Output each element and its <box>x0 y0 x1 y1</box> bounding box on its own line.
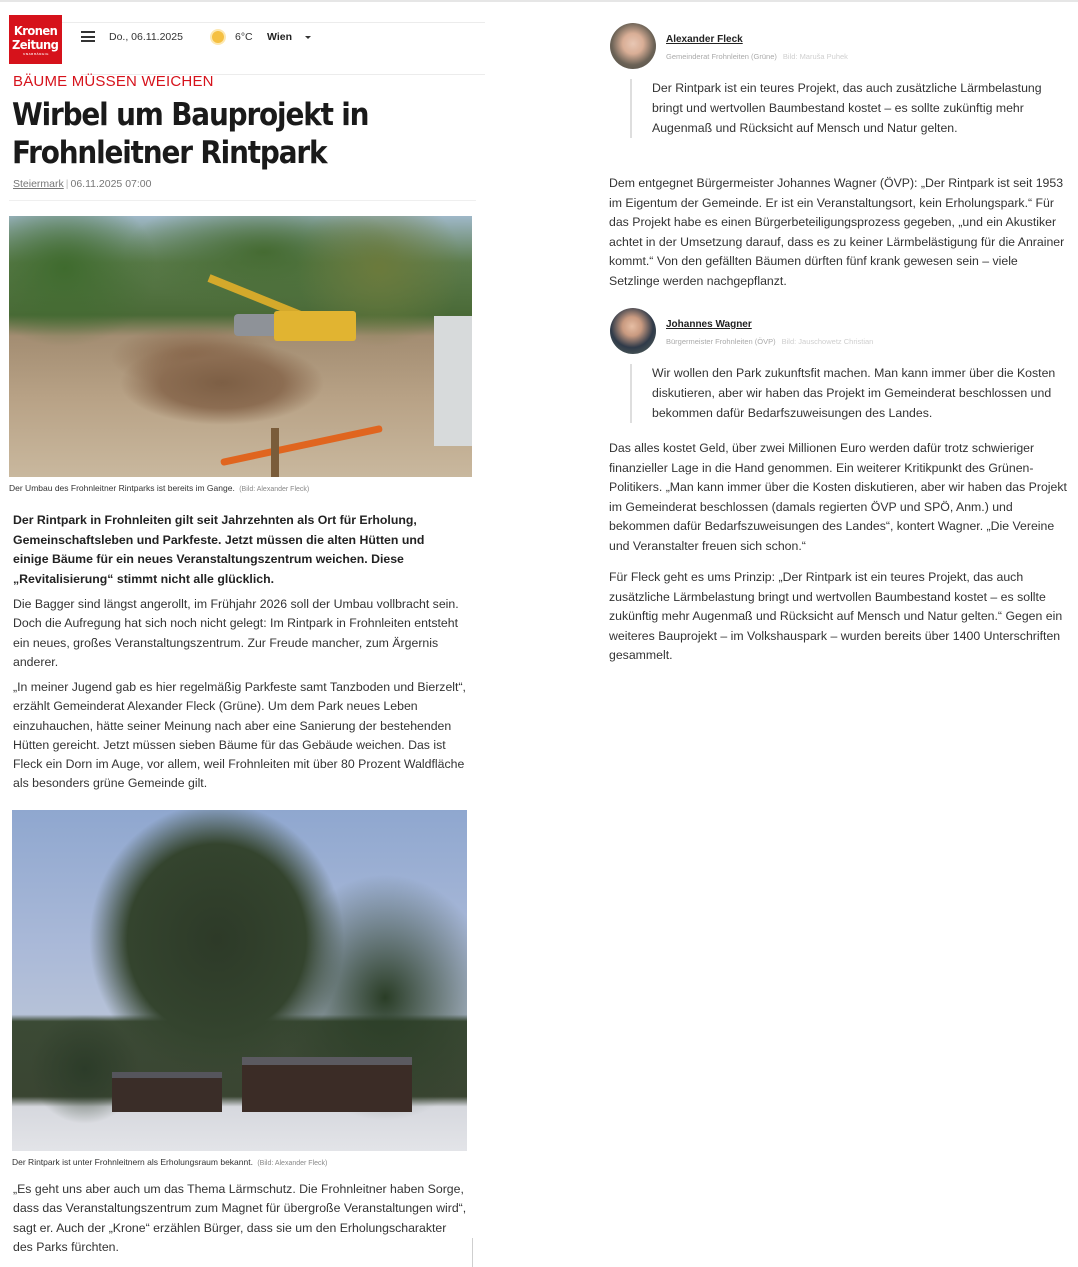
quote-wagner: Wir wollen den Park zukunftsfit machen. Man kann immer über die Kosten diskutieren, aber wir haben das Projekt im Gemeinderat beschlossen und bekommen dafür Bedarfszuweisungen des Landes. <box>630 364 1070 423</box>
post-shape <box>271 428 279 477</box>
region-link[interactable]: Steiermark <box>13 178 64 190</box>
author-role <box>666 337 873 346</box>
excavator-shape <box>274 311 356 341</box>
image-caption <box>9 483 309 493</box>
caption-credit: (Bild: Alexander Fleck) <box>239 486 310 493</box>
caption-text: Der Rintpark ist unter Frohnleitnern als Erholungsraum bekannt. <box>12 1157 253 1167</box>
caption-credit: (Bild: Alexander Fleck) <box>257 1160 328 1167</box>
hut-shape <box>242 1057 412 1112</box>
article-right-column <box>600 0 1078 1267</box>
author-name-link[interactable]: Alexander Fleck <box>666 34 743 45</box>
chevron-down-icon[interactable] <box>305 36 311 39</box>
column-divider <box>472 1238 473 1267</box>
publish-date: 06.11.2025 07:00 <box>70 178 152 190</box>
logo-line-1: Kronen <box>13 22 58 38</box>
construction-site-photo[interactable] <box>9 216 472 477</box>
header-date: Do., 06.11.2025 <box>109 31 183 43</box>
park-huts-photo[interactable] <box>12 810 467 1151</box>
article-left-column <box>0 0 480 1267</box>
article-meta <box>13 178 151 190</box>
meta-divider <box>9 200 476 201</box>
author-name-link[interactable]: Johannes Wagner <box>666 319 752 330</box>
caption-text: Der Umbau des Frohnleitner Rintparks ist bereits im Gange. <box>9 483 235 493</box>
image-caption <box>12 1157 327 1167</box>
hamburger-menu-icon[interactable] <box>81 31 95 42</box>
article-paragraph: Das alles kostet Geld, über zwei Millionen Euro werden dafür trotz schwieriger finanzieller Lage in die Hand genommen. Ein weiterer Kritikpunkt des Grünen-Politikers. „Man kann immer über die Kosten diskutieren, aber wir haben das Projekt im Gemeinderat beschlossen (damals regierten ÖVP und SPÖ, Anm.) und bekommen dafür Bedarfszuweisungen des Landes“, kontert Wagner. „Die Vereine und Veranstalter freuen sich schon.“ <box>609 441 1067 553</box>
article-paragraph: Für Fleck geht es ums Prinzip: „Der Rintpark ist ein teures Projekt, das auch zusätzliche Lärmbelastung bringt und wertvollen Baumbestand kostet – es sollte zukünftig mehr Augenmaß und Rücksicht auf Mensch und Natur gelten.“ Gegen ein weiteres Bauprojekt – im Volkshauspark – wurden bereits über 1400 Unterschriften gesammelt. <box>609 570 1063 662</box>
article-paragraph: Dem entgegnet Bürgermeister Johannes Wagner (ÖVP): „Der Rintpark ist seit 1953 im Eigentum der Gemeinde. Er ist ein Veranstaltungsort, kein Erholungspark.“ Für das Projekt habe es einen Bürgerbeteiligungsprozess gegeben, „und ein Akustiker achtet in der Umsetzung darauf, dass es zu keiner Lärmbelästigung für die Anrainer kommt.“ Von den gefällten Bäumen dürften fünf krank gewesen sein – viele Setzlinge werden nachgepflanzt. <box>609 176 1065 288</box>
article-lead: Der Rintpark in Frohnleiten gilt seit Jahrzehnten als Ort für Erholung, Gemeinschaftsleben und Parkfeste. Jetzt müssen die alten Hütten und einige Bäume für ein neues Veranstaltungszentrum weichen. Diese „Revitalisierung“ stimmt nicht alle glücklich. <box>13 513 425 586</box>
avatar-credit: Bild: Jauschowetz Christian <box>781 337 874 346</box>
meta-separator: | <box>65 178 69 190</box>
author-role <box>666 52 848 61</box>
kronen-zeitung-logo[interactable] <box>9 15 62 64</box>
city-selector[interactable]: Wien <box>267 31 292 43</box>
avatar <box>610 23 656 69</box>
article-paragraph: „In meiner Jugend gab es hier regelmäßig Parkfeste samt Tanzboden und Bierzelt“, erzählt Gemeinderat Alexander Fleck (Grüne). Um dem Park neues Leben einzuhauchen, hätte seiner Meinung nach aber eine Sanierung der bestehenden Hütten gereicht. Jetzt müssen sieben Bäume für das Gebäude weichen. Das ist Fleck ein Dorn im Auge, vor allem, weil Frohnleiten mit über 80 Prozent Waldfläche als besonders grüne Gemeinde gilt. <box>13 680 466 791</box>
logo-tagline: UNABHÄNGIG <box>22 51 49 56</box>
role-text: Gemeinderat Frohnleiten (Grüne) <box>666 52 777 61</box>
article-kicker: BÄUME MÜSSEN WEICHEN <box>13 73 214 90</box>
avatar-credit: Bild: Maruša Puhek <box>782 52 848 61</box>
tarp-shape <box>434 316 472 446</box>
sun-icon <box>212 31 224 43</box>
article-paragraph: Die Bagger sind längst angerollt, im Frühjahr 2026 soll der Umbau vollbracht sein. Doch die Aufregung hat sich noch nicht gelegt: Im Rintpark in Frohnleiten entsteht ein neues, großes Veranstaltungszentrum. Zur Freude mancher, zum Ärgernis anderer. <box>13 597 459 669</box>
header-temperature: 6°C <box>235 31 253 43</box>
avatar <box>610 308 656 354</box>
hut-shape <box>112 1072 222 1112</box>
article-title: Wirbel um Bauprojekt in Frohnleitner Rintpark <box>12 97 369 171</box>
pipe-shape <box>220 425 383 466</box>
quote-fleck: Der Rintpark ist ein teures Projekt, das auch zusätzliche Lärmbelastung bringt und wertvollen Baumbestand kostet – es sollte zukünftig mehr Augenmaß und Rücksicht auf Mensch und Natur gelten. <box>630 79 1070 138</box>
logo-line-2: Zeitung <box>12 36 59 52</box>
article-paragraph: „Es geht uns aber auch um das Thema Lärmschutz. Die Frohnleitner haben Sorge, dass das Veranstaltungszentrum zum Magnet für übergroße Veranstaltungen wird“, sagt er. Auch der „Krone“ erzählen Bürger, dass sie um den Erholungscharakter des Parks fürchten. <box>13 1182 467 1254</box>
header-divider <box>9 22 485 23</box>
site-header <box>9 12 476 64</box>
role-text: Bürgermeister Frohnleiten (ÖVP) <box>666 337 776 346</box>
